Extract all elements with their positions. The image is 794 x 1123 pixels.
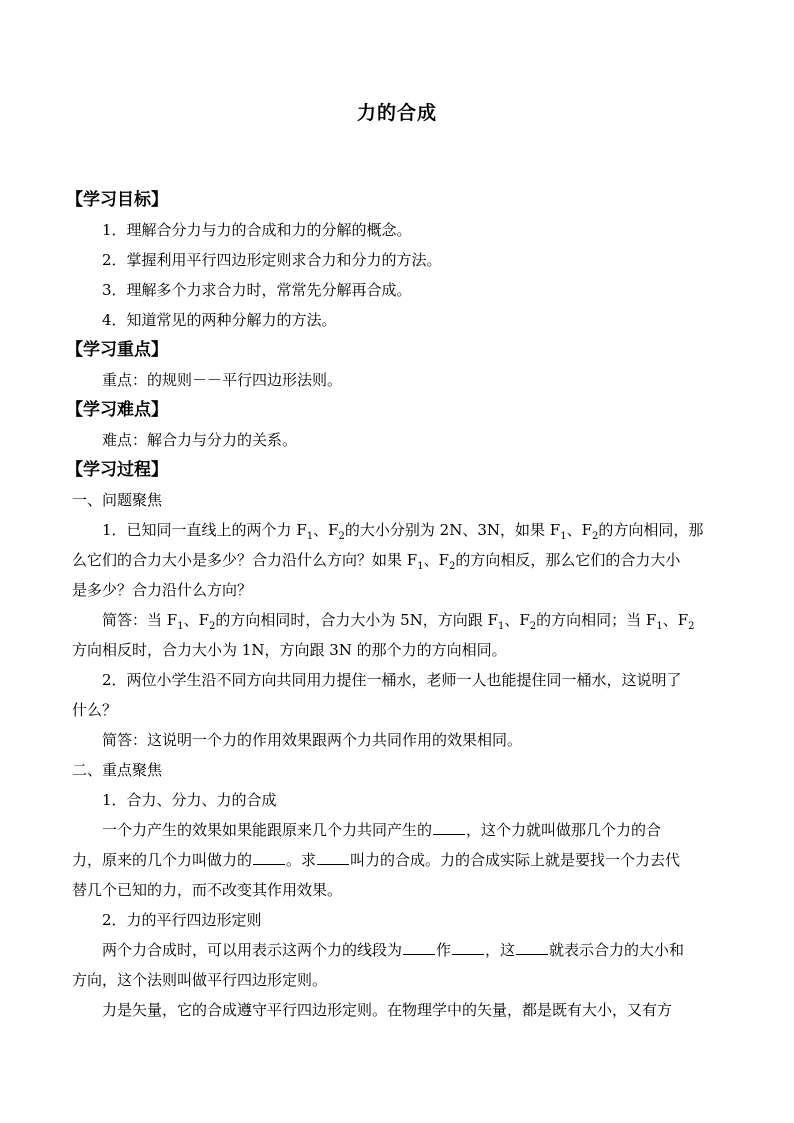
paragraph-2-line-1: 两个力合成时，可以用表示这两个力的线段为 作 ，这 就表示合力的大小和 xyxy=(102,941,685,959)
document-body xyxy=(66,185,732,1025)
goal-item: 4．知道常见的两种分解力的方法。 xyxy=(102,311,337,329)
answer-1-line-1: 简答：当 $F_1$、$F_2$的方向相同时，合力大小为 5N，方向跟 $F_1$、$F_2$的方向相同；当 $F_1$、$F_2$ xyxy=(102,611,695,632)
part2-heading: 二、重点聚焦 xyxy=(72,761,163,779)
subheading-1: 1．合力、分力、力的合成 xyxy=(102,791,277,809)
fill-blank[interactable] xyxy=(452,953,484,955)
paragraph-1-line-1: 一个力产生的效果如果能跟原来几个力共同产生的 ，这个力就叫做那几个力的合 xyxy=(102,821,662,839)
question-1-line-2: 么它们的合力大小是多少？合力沿什么方向？如果 $F_1$、$F_2$的方向相反，那么它们的合力大小 xyxy=(72,551,681,572)
question-2-line-1: 2．两位小学生沿不同方向共同用力提住一桶水，老师一人也能提住同一桶水，这说明了 xyxy=(102,671,682,689)
difficult-heading: 【学习难点】 xyxy=(66,400,168,420)
difficult-text: 难点：解合力与分力的关系。 xyxy=(102,431,298,449)
fill-blank[interactable] xyxy=(253,863,285,865)
answer-2: 简答：这说明一个力的作用效果跟两个力共同作用的效果相同。 xyxy=(102,731,523,749)
paragraph-3-line-1: 力是矢量，它的合成遵守平行四边形定则。在物理学中的矢量，都是既有大小，又有方 xyxy=(102,1001,673,1019)
goal-item: 2．掌握利用平行四边形定则求合力和分力的方法。 xyxy=(102,251,442,269)
subheading-2: 2．力的平行四边形定则 xyxy=(102,911,262,929)
question-1-line-1: 1．已知同一直线上的两个力 $F_1$、$F_2$的大小分别为 2N、3N，如果 $F_1$、$F_2$的方向相同，那 xyxy=(102,521,704,542)
question-1-line-3: 是多少？合力沿什么方向？ xyxy=(72,581,253,599)
key-text: 重点：的规则－－平行四边形法则。 xyxy=(102,371,343,389)
fill-blank[interactable] xyxy=(317,863,349,865)
goals-heading: 【学习目标】 xyxy=(66,190,168,210)
goal-item: 3．理解多个力求合力时，常常先分解再合成。 xyxy=(102,281,412,299)
goal-item: 1．理解合分力与力的合成和力的分解的概念。 xyxy=(102,221,412,239)
paragraph-1-line-3: 替几个已知的力，而不改变其作用效果。 xyxy=(72,881,343,899)
fill-blank[interactable] xyxy=(403,953,435,955)
part1-heading: 一、问题聚焦 xyxy=(72,491,163,509)
fill-blank[interactable] xyxy=(433,833,465,835)
process-heading: 【学习过程】 xyxy=(66,460,168,480)
key-heading: 【学习重点】 xyxy=(66,340,168,360)
page-title: 力的合成 xyxy=(356,102,437,124)
paragraph-2-line-2: 方向，这个法则叫做平行四边形定则。 xyxy=(72,971,328,989)
paragraph-1-line-2: 力，原来的几个力叫做力的 。求 叫力的合成。力的合成实际上就是要找一个力去代 xyxy=(72,851,681,869)
question-2-line-2: 什么？ xyxy=(72,701,118,719)
fill-blank[interactable] xyxy=(516,953,548,955)
answer-1-line-2: 方向相反时，合力大小为 1N，方向跟 3N 的那个力的方向相同。 xyxy=(72,641,507,659)
